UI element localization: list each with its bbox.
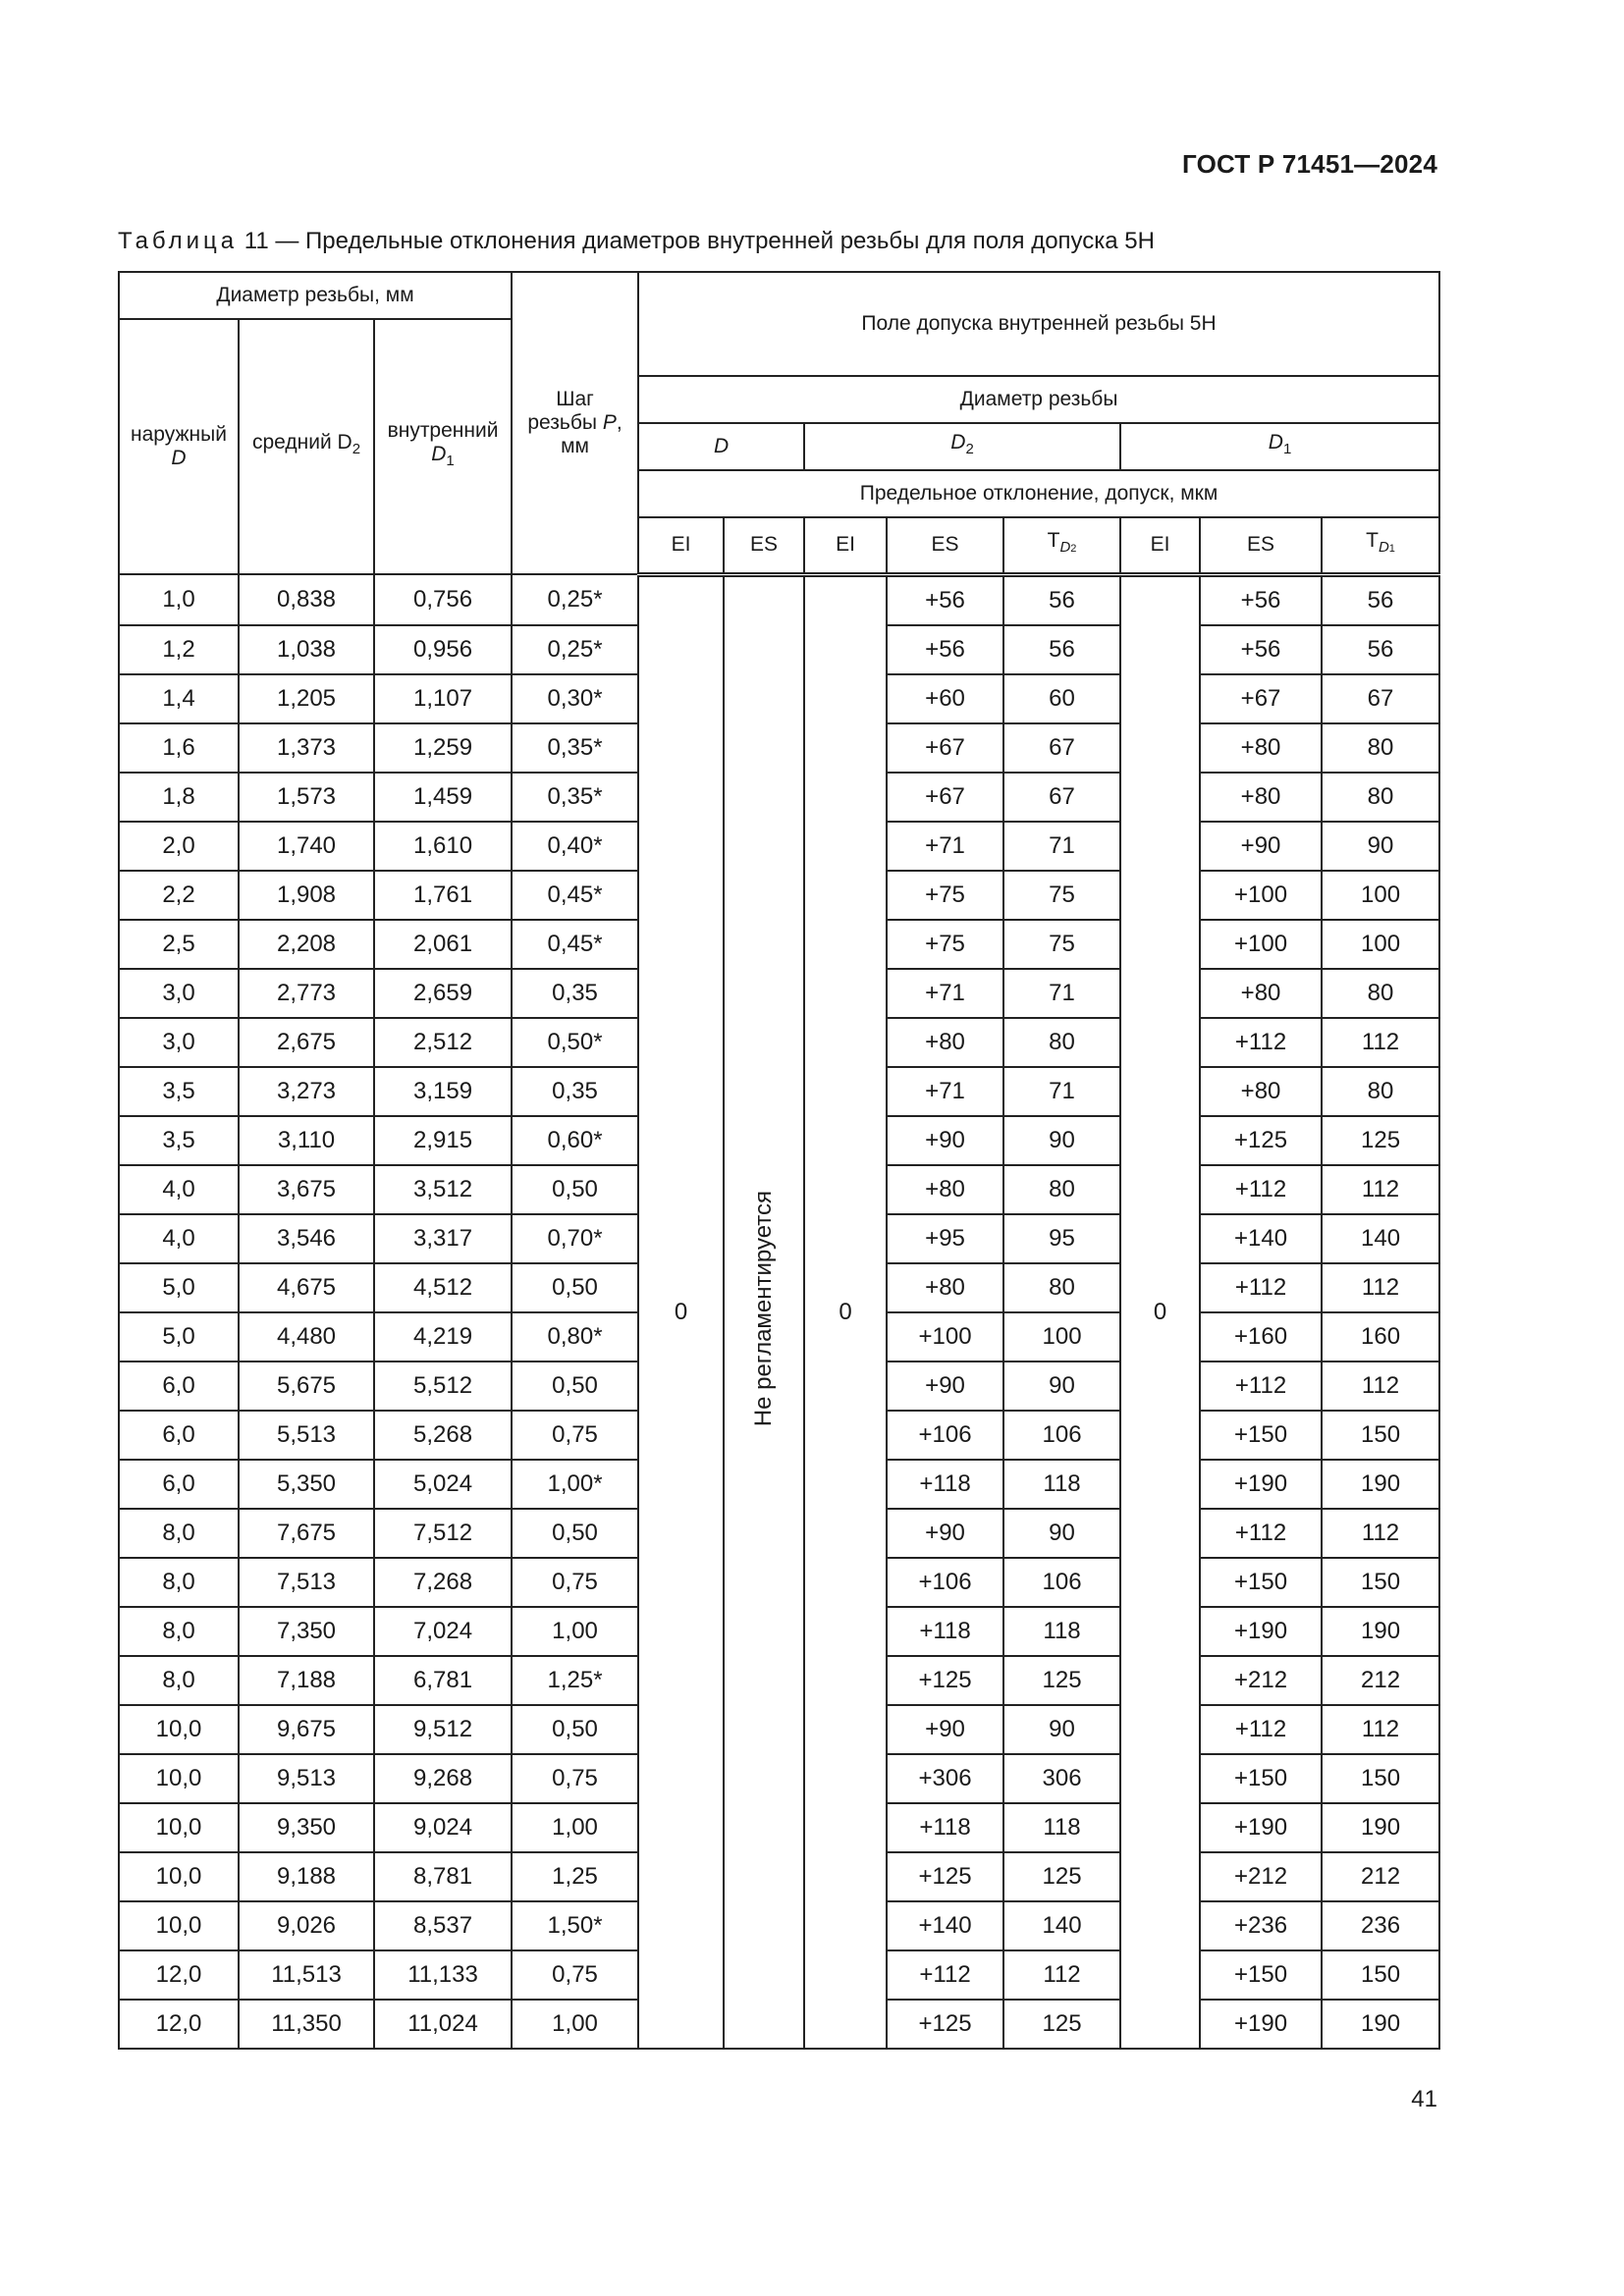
cell-es-d2: +112	[887, 1950, 1003, 2000]
cell-es-d1: +150	[1200, 1558, 1322, 1607]
cell-t-d2: 118	[1003, 1460, 1120, 1509]
cell-outer-diameter: 6,0	[119, 1362, 239, 1411]
cell-ei-d: 0	[638, 574, 724, 2049]
cell-pitch: 0,45*	[512, 871, 638, 920]
cell-es-d1: +150	[1200, 1411, 1322, 1460]
caption-label: Таблица	[118, 228, 239, 254]
cell-t-d2: 75	[1003, 920, 1120, 969]
cell-pitch: 0,75	[512, 1411, 638, 1460]
cell-outer-diameter: 1,6	[119, 723, 239, 773]
cell-es-d1: +80	[1200, 969, 1322, 1018]
cell-es-d2: +90	[887, 1509, 1003, 1558]
cell-t-d2: 71	[1003, 822, 1120, 871]
cell-es-d2: +80	[887, 1018, 1003, 1067]
cell-outer-diameter: 4,0	[119, 1165, 239, 1214]
cell-es-d1: +150	[1200, 1754, 1322, 1803]
cell-pitch: 0,45*	[512, 920, 638, 969]
cell-es-d1: +90	[1200, 822, 1322, 871]
cell-ei-d2: 0	[804, 574, 887, 2049]
cell-es-d1: +190	[1200, 1607, 1322, 1656]
cell-es-d2: +106	[887, 1558, 1003, 1607]
cell-t-d2: 90	[1003, 1509, 1120, 1558]
cell-inner-diameter: 5,024	[374, 1460, 512, 1509]
cell-middle-diameter: 7,188	[239, 1656, 374, 1705]
caption-text: 11 — Предельные отклонения диаметров внутренней резьбы для поля допуска 5Н	[238, 228, 1155, 254]
table-row	[119, 574, 1439, 625]
cell-outer-diameter: 1,8	[119, 773, 239, 822]
header-pitch	[512, 272, 638, 574]
cell-es-d2: +125	[887, 2000, 1003, 2049]
cell-t-d1: 125	[1322, 1116, 1439, 1165]
cell-es-d2: +125	[887, 1852, 1003, 1901]
cell-es-d2: +90	[887, 1705, 1003, 1754]
cell-middle-diameter: 3,273	[239, 1067, 374, 1116]
cell-t-d1: 140	[1322, 1214, 1439, 1263]
cell-es-d2: +75	[887, 920, 1003, 969]
cell-es-d1: +67	[1200, 674, 1322, 723]
cell-pitch: 0,75	[512, 1754, 638, 1803]
cell-middle-diameter: 9,026	[239, 1901, 374, 1950]
cell-es-d1: +160	[1200, 1312, 1322, 1362]
cell-inner-diameter: 2,512	[374, 1018, 512, 1067]
header-tolerance-field: Поле допуска внутренней резьбы 5Н	[638, 272, 1439, 376]
cell-outer-diameter: 1,0	[119, 574, 239, 625]
cell-t-d1: 112	[1322, 1705, 1439, 1754]
cell-t-d2: 60	[1003, 674, 1120, 723]
cell-inner-diameter: 7,024	[374, 1607, 512, 1656]
cell-middle-diameter: 7,513	[239, 1558, 374, 1607]
header-D2-symbol: D	[950, 431, 966, 454]
cell-inner-diameter: 1,761	[374, 871, 512, 920]
header-D2	[804, 423, 1120, 470]
cell-outer-diameter: 12,0	[119, 1950, 239, 2000]
cell-t-d2: 106	[1003, 1558, 1120, 1607]
cell-inner-diameter: 9,024	[374, 1803, 512, 1852]
cell-inner-diameter: 4,219	[374, 1312, 512, 1362]
header-D1-sub: 1	[1282, 441, 1292, 458]
cell-es-d1: +125	[1200, 1116, 1322, 1165]
cell-t-d2: 118	[1003, 1803, 1120, 1852]
header-pitch-line2: резьбы	[527, 411, 603, 434]
cell-inner-diameter: 3,512	[374, 1165, 512, 1214]
cell-pitch: 1,50*	[512, 1901, 638, 1950]
cell-t-d1: 112	[1322, 1018, 1439, 1067]
cell-t-d2: 95	[1003, 1214, 1120, 1263]
cell-es-d2: +60	[887, 674, 1003, 723]
cell-pitch: 0,50*	[512, 1018, 638, 1067]
cell-t-d1: 67	[1322, 674, 1439, 723]
cell-t-d2: 71	[1003, 969, 1120, 1018]
cell-es-d2: +306	[887, 1754, 1003, 1803]
cell-es-d2: +95	[887, 1214, 1003, 1263]
cell-outer-diameter: 2,2	[119, 871, 239, 920]
cell-es-d1: +56	[1200, 625, 1322, 674]
cell-t-d2: 125	[1003, 1852, 1120, 1901]
cell-es-d1: +112	[1200, 1263, 1322, 1312]
cell-inner-diameter: 2,659	[374, 969, 512, 1018]
cell-es-d1: +100	[1200, 920, 1322, 969]
cell-es-d1: +112	[1200, 1509, 1322, 1558]
cell-t-d2: 90	[1003, 1362, 1120, 1411]
cell-es-d2: +71	[887, 969, 1003, 1018]
cell-inner-diameter: 8,781	[374, 1852, 512, 1901]
cell-pitch: 0,30*	[512, 674, 638, 723]
cell-outer-diameter: 3,5	[119, 1067, 239, 1116]
cell-es-d2: +71	[887, 822, 1003, 871]
cell-es-d2: +75	[887, 871, 1003, 920]
document-code: ГОСТ Р 71451—2024	[1182, 149, 1437, 179]
cell-es-d2: +80	[887, 1165, 1003, 1214]
header-inner	[374, 319, 512, 574]
cell-t-d1: 100	[1322, 871, 1439, 920]
cell-outer-diameter: 5,0	[119, 1312, 239, 1362]
cell-t-d1: 90	[1322, 822, 1439, 871]
cell-pitch: 0,35	[512, 969, 638, 1018]
cell-es-d1: +212	[1200, 1656, 1322, 1705]
header-es-d2: ES	[887, 517, 1003, 574]
cell-pitch: 0,50	[512, 1263, 638, 1312]
cell-pitch: 0,75	[512, 1558, 638, 1607]
cell-t-d1: 236	[1322, 1901, 1439, 1950]
cell-es-d2: +118	[887, 1803, 1003, 1852]
cell-pitch: 1,00	[512, 1803, 638, 1852]
cell-middle-diameter: 1,373	[239, 723, 374, 773]
cell-middle-diameter: 1,908	[239, 871, 374, 920]
table-body	[119, 574, 1439, 2049]
header-D1	[1120, 423, 1439, 470]
cell-outer-diameter: 8,0	[119, 1558, 239, 1607]
cell-outer-diameter: 10,0	[119, 1754, 239, 1803]
cell-middle-diameter: 7,675	[239, 1509, 374, 1558]
cell-es-d1: +112	[1200, 1165, 1322, 1214]
header-D: D	[638, 423, 804, 470]
cell-t-d1: 112	[1322, 1362, 1439, 1411]
cell-middle-diameter: 5,675	[239, 1362, 374, 1411]
cell-inner-diameter: 6,781	[374, 1656, 512, 1705]
cell-es-d1: +100	[1200, 871, 1322, 920]
cell-t-d1: 150	[1322, 1754, 1439, 1803]
cell-middle-diameter: 4,675	[239, 1263, 374, 1312]
cell-es-d2: +67	[887, 773, 1003, 822]
header-t-d1-letter: T	[1366, 529, 1379, 553]
cell-es-d2: +100	[887, 1312, 1003, 1362]
header-ei-d1: EI	[1120, 517, 1200, 574]
cell-inner-diameter: 2,915	[374, 1116, 512, 1165]
cell-middle-diameter: 4,480	[239, 1312, 374, 1362]
cell-inner-diameter: 9,268	[374, 1754, 512, 1803]
cell-middle-diameter: 1,740	[239, 822, 374, 871]
cell-es-d1: +112	[1200, 1362, 1322, 1411]
cell-es-d1: +236	[1200, 1901, 1322, 1950]
header-outer-label: наружный	[131, 423, 227, 446]
cell-inner-diameter: 1,610	[374, 822, 512, 871]
cell-inner-diameter: 1,259	[374, 723, 512, 773]
cell-middle-diameter: 1,205	[239, 674, 374, 723]
cell-t-d2: 75	[1003, 871, 1120, 920]
cell-es-d2: +71	[887, 1067, 1003, 1116]
header-middle-sub: 2	[352, 441, 361, 458]
cell-t-d2: 56	[1003, 574, 1120, 625]
cell-t-d1: 80	[1322, 969, 1439, 1018]
cell-es-d1: +190	[1200, 1460, 1322, 1509]
cell-middle-diameter: 11,350	[239, 2000, 374, 2049]
cell-es-d	[724, 574, 804, 2049]
cell-es-d1: +56	[1200, 574, 1322, 625]
cell-t-d2: 118	[1003, 1607, 1120, 1656]
cell-outer-diameter: 10,0	[119, 1901, 239, 1950]
cell-middle-diameter: 2,675	[239, 1018, 374, 1067]
cell-outer-diameter: 12,0	[119, 2000, 239, 2049]
cell-outer-diameter: 1,2	[119, 625, 239, 674]
cell-t-d2: 306	[1003, 1754, 1120, 1803]
header-t-d2-sub: D	[1059, 539, 1071, 557]
cell-inner-diameter: 11,133	[374, 1950, 512, 2000]
cell-pitch: 0,25*	[512, 574, 638, 625]
cell-t-d2: 71	[1003, 1067, 1120, 1116]
cell-pitch: 1,00	[512, 1607, 638, 1656]
cell-es-d2: +90	[887, 1116, 1003, 1165]
header-t-d1-sub: D	[1378, 539, 1389, 557]
header-D1-symbol: D	[1268, 431, 1283, 454]
cell-es-d2: +118	[887, 1460, 1003, 1509]
cell-pitch: 0,50	[512, 1705, 638, 1754]
cell-pitch: 0,50	[512, 1165, 638, 1214]
cell-t-d1: 112	[1322, 1165, 1439, 1214]
cell-es-d2: +56	[887, 574, 1003, 625]
cell-middle-diameter: 2,208	[239, 920, 374, 969]
cell-t-d2: 112	[1003, 1950, 1120, 2000]
cell-t-d1: 80	[1322, 773, 1439, 822]
cell-inner-diameter: 3,159	[374, 1067, 512, 1116]
cell-middle-diameter: 3,546	[239, 1214, 374, 1263]
header-inner-symbol: D	[431, 443, 447, 466]
cell-es-d1: +140	[1200, 1214, 1322, 1263]
cell-middle-diameter: 9,350	[239, 1803, 374, 1852]
cell-t-d1: 150	[1322, 1411, 1439, 1460]
cell-t-d1: 190	[1322, 1607, 1439, 1656]
header-pitch-symbol: P	[602, 411, 617, 434]
cell-pitch: 1,25	[512, 1852, 638, 1901]
cell-middle-diameter: 5,513	[239, 1411, 374, 1460]
header-middle	[239, 319, 374, 574]
header-t-d1	[1322, 517, 1439, 574]
cell-inner-diameter: 0,956	[374, 625, 512, 674]
cell-t-d2: 100	[1003, 1312, 1120, 1362]
page-number: 41	[1411, 2086, 1437, 2112]
cell-inner-diameter: 3,317	[374, 1214, 512, 1263]
cell-t-d2: 106	[1003, 1411, 1120, 1460]
cell-es-d1: +190	[1200, 1803, 1322, 1852]
cell-t-d1: 56	[1322, 625, 1439, 674]
cell-t-d1: 190	[1322, 1803, 1439, 1852]
header-outer-symbol: D	[171, 447, 187, 469]
header-t-d2-subsub: 2	[1070, 543, 1077, 556]
cell-es-d2: +80	[887, 1263, 1003, 1312]
cell-inner-diameter: 0,756	[374, 574, 512, 625]
cell-middle-diameter: 2,773	[239, 969, 374, 1018]
cell-t-d1: 56	[1322, 574, 1439, 625]
cell-inner-diameter: 1,459	[374, 773, 512, 822]
header-D2-sub: 2	[965, 441, 974, 458]
header-es-d: ES	[724, 517, 804, 574]
cell-middle-diameter: 3,110	[239, 1116, 374, 1165]
header-inner-sub: 1	[446, 453, 455, 470]
cell-outer-diameter: 5,0	[119, 1263, 239, 1312]
cell-inner-diameter: 1,107	[374, 674, 512, 723]
cell-pitch: 0,80*	[512, 1312, 638, 1362]
cell-outer-diameter: 3,0	[119, 969, 239, 1018]
cell-middle-diameter: 3,675	[239, 1165, 374, 1214]
cell-inner-diameter: 7,512	[374, 1509, 512, 1558]
cell-t-d1: 100	[1322, 920, 1439, 969]
cell-pitch: 0,50	[512, 1362, 638, 1411]
header-t-d1-subsub: 1	[1388, 543, 1395, 556]
cell-pitch: 0,70*	[512, 1214, 638, 1263]
header-ei-d2: EI	[804, 517, 887, 574]
header-outer	[119, 319, 239, 574]
cell-outer-diameter: 1,4	[119, 674, 239, 723]
cell-t-d1: 190	[1322, 2000, 1439, 2049]
cell-outer-diameter: 10,0	[119, 1852, 239, 1901]
cell-es-d2: +118	[887, 1607, 1003, 1656]
cell-inner-diameter: 2,061	[374, 920, 512, 969]
cell-t-d1: 150	[1322, 1558, 1439, 1607]
cell-pitch: 1,00	[512, 2000, 638, 2049]
not-regulated-text: Не регламентируется	[750, 1190, 778, 1427]
cell-es-d2: +67	[887, 723, 1003, 773]
cell-es-d1: +80	[1200, 1067, 1322, 1116]
cell-ei-d1: 0	[1120, 574, 1200, 2049]
cell-middle-diameter: 9,675	[239, 1705, 374, 1754]
cell-t-d2: 67	[1003, 723, 1120, 773]
cell-outer-diameter: 3,5	[119, 1116, 239, 1165]
tolerance-table	[118, 271, 1440, 2050]
header-inner-label: внутренний	[387, 419, 499, 443]
cell-outer-diameter: 6,0	[119, 1460, 239, 1509]
cell-t-d1: 80	[1322, 723, 1439, 773]
cell-t-d2: 125	[1003, 1656, 1120, 1705]
cell-t-d2: 80	[1003, 1165, 1120, 1214]
table-caption	[118, 228, 1155, 255]
cell-pitch: 0,40*	[512, 822, 638, 871]
cell-outer-diameter: 8,0	[119, 1509, 239, 1558]
cell-pitch: 0,35	[512, 1067, 638, 1116]
cell-t-d2: 80	[1003, 1018, 1120, 1067]
cell-t-d1: 112	[1322, 1263, 1439, 1312]
cell-middle-diameter: 11,513	[239, 1950, 374, 2000]
cell-es-d1: +150	[1200, 1950, 1322, 2000]
cell-inner-diameter: 11,024	[374, 2000, 512, 2049]
header-t-d2-letter: T	[1047, 529, 1060, 553]
cell-es-d1: +80	[1200, 723, 1322, 773]
cell-pitch: 0,35*	[512, 723, 638, 773]
cell-pitch: 1,00*	[512, 1460, 638, 1509]
cell-es-d1: +112	[1200, 1018, 1322, 1067]
cell-outer-diameter: 2,5	[119, 920, 239, 969]
cell-middle-diameter: 9,513	[239, 1754, 374, 1803]
cell-outer-diameter: 8,0	[119, 1607, 239, 1656]
cell-es-d2: +125	[887, 1656, 1003, 1705]
header-es-d1: ES	[1200, 517, 1322, 574]
cell-es-d1: +212	[1200, 1852, 1322, 1901]
cell-es-d1: +112	[1200, 1705, 1322, 1754]
cell-es-d1: +80	[1200, 773, 1322, 822]
cell-middle-diameter: 0,838	[239, 574, 374, 625]
cell-middle-diameter: 1,038	[239, 625, 374, 674]
cell-pitch: 1,25*	[512, 1656, 638, 1705]
cell-outer-diameter: 10,0	[119, 1803, 239, 1852]
header-diameter: Диаметр резьбы	[638, 376, 1439, 423]
header-deviation: Предельное отклонение, допуск, мкм	[638, 470, 1439, 517]
header-pitch-line1: Шаг	[556, 388, 594, 410]
cell-outer-diameter: 4,0	[119, 1214, 239, 1263]
header-t-d2	[1003, 517, 1120, 574]
cell-inner-diameter: 9,512	[374, 1705, 512, 1754]
cell-pitch: 0,60*	[512, 1116, 638, 1165]
cell-es-d2: +140	[887, 1901, 1003, 1950]
table-header	[119, 272, 1439, 574]
cell-t-d2: 67	[1003, 773, 1120, 822]
cell-middle-diameter: 1,573	[239, 773, 374, 822]
cell-outer-diameter: 8,0	[119, 1656, 239, 1705]
cell-t-d2: 90	[1003, 1116, 1120, 1165]
cell-t-d2: 80	[1003, 1263, 1120, 1312]
cell-es-d2: +90	[887, 1362, 1003, 1411]
cell-outer-diameter: 6,0	[119, 1411, 239, 1460]
cell-t-d1: 80	[1322, 1067, 1439, 1116]
cell-pitch: 0,35*	[512, 773, 638, 822]
cell-t-d2: 56	[1003, 625, 1120, 674]
cell-t-d1: 112	[1322, 1509, 1439, 1558]
cell-middle-diameter: 5,350	[239, 1460, 374, 1509]
cell-outer-diameter: 3,0	[119, 1018, 239, 1067]
cell-t-d1: 190	[1322, 1460, 1439, 1509]
header-ei-d: EI	[638, 517, 724, 574]
cell-outer-diameter: 10,0	[119, 1705, 239, 1754]
cell-pitch: 0,50	[512, 1509, 638, 1558]
header-pitch-comma: ,	[616, 411, 623, 434]
cell-t-d1: 212	[1322, 1852, 1439, 1901]
cell-inner-diameter: 8,537	[374, 1901, 512, 1950]
cell-outer-diameter: 2,0	[119, 822, 239, 871]
cell-middle-diameter: 9,188	[239, 1852, 374, 1901]
cell-pitch: 0,75	[512, 1950, 638, 2000]
cell-inner-diameter: 5,268	[374, 1411, 512, 1460]
cell-t-d1: 160	[1322, 1312, 1439, 1362]
cell-t-d2: 125	[1003, 2000, 1120, 2049]
cell-es-d2: +56	[887, 625, 1003, 674]
header-thread-diameter: Диаметр резьбы, мм	[119, 272, 512, 319]
cell-es-d2: +106	[887, 1411, 1003, 1460]
cell-pitch: 0,25*	[512, 625, 638, 674]
cell-inner-diameter: 4,512	[374, 1263, 512, 1312]
cell-t-d1: 150	[1322, 1950, 1439, 2000]
cell-es-d1: +190	[1200, 2000, 1322, 2049]
header-middle-label: средний D	[251, 431, 352, 454]
header-pitch-unit: мм	[561, 435, 589, 457]
cell-t-d1: 212	[1322, 1656, 1439, 1705]
cell-middle-diameter: 7,350	[239, 1607, 374, 1656]
cell-inner-diameter: 7,268	[374, 1558, 512, 1607]
cell-t-d2: 90	[1003, 1705, 1120, 1754]
cell-inner-diameter: 5,512	[374, 1362, 512, 1411]
cell-t-d2: 140	[1003, 1901, 1120, 1950]
